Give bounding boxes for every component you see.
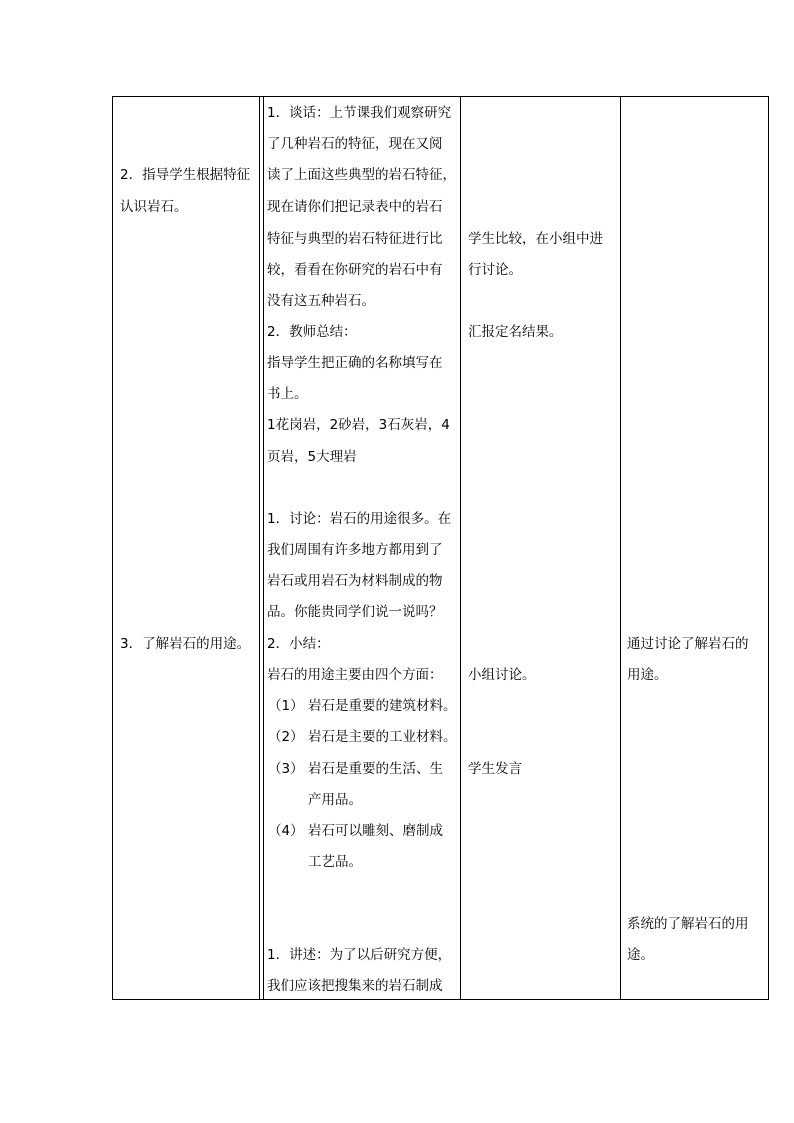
summary-line: 书上。 [267, 386, 308, 402]
student-speak-text: 学生发言 [468, 761, 522, 777]
rock-names-line: 1花岗岩，2砂岩，3石灰岩，4 [267, 417, 450, 433]
column-divider [460, 96, 461, 1000]
conclusion-title: 2．小结： [267, 636, 330, 652]
use-marker: （2） [268, 729, 304, 745]
conclusion-intro: 岩石的用途主要由四个方面： [267, 667, 443, 683]
column-divider [620, 96, 621, 1000]
discuss-line: 1．讨论：岩石的用途很多。在 [267, 511, 452, 527]
step2-line2: 认识岩石。 [120, 199, 188, 215]
purpose-line: 途。 [627, 947, 654, 963]
talk-line: 读了上面这些典型的岩石特征， [267, 167, 456, 183]
use-text: 产用品。 [308, 792, 362, 808]
lecture-line: 我们应该把搜集来的岩石制成 [267, 978, 443, 994]
purpose-line: 通过讨论了解岩石的 [627, 636, 749, 652]
use-text: 工艺品。 [308, 854, 362, 870]
talk-line: 了几种岩石的特征，现在又阅 [267, 136, 443, 152]
use-marker: （3） [268, 761, 304, 777]
purpose-line: 用途。 [627, 667, 668, 683]
lecture-line: 1．讲述：为了以后研究方便， [267, 947, 452, 963]
use-marker: （1） [268, 698, 304, 714]
discuss-line: 品。你能贵同学们说一说吗？ [267, 604, 443, 620]
discuss-line: 我们周围有许多地方都用到了 [267, 542, 443, 558]
discuss-line: 岩石或用岩石为材料制成的物 [267, 573, 443, 589]
talk-line: 现在请你们把记录表中的岩石 [267, 199, 443, 215]
summary-title: 2．教师总结： [267, 324, 357, 340]
column-divider [263, 96, 264, 1000]
use-marker: （4） [268, 823, 304, 839]
use-text: 岩石是主要的工业材料。 [308, 729, 457, 745]
use-text: 岩石可以雕刻、磨制成 [308, 823, 443, 839]
talk-line: 特征与典型的岩石特征进行比 [267, 231, 443, 247]
purpose-line: 系统的了解岩石的用 [627, 916, 749, 932]
rock-names-line: 页岩，5大理岩 [267, 449, 357, 465]
compare-line: 学生比较，在小组中进 [468, 231, 603, 247]
use-text: 岩石是重要的生活、生 [308, 761, 443, 777]
step2-line1: 2．指导学生根据特征 [120, 167, 251, 183]
report-text: 汇报定名结果。 [468, 324, 563, 340]
compare-line: 行讨论。 [468, 262, 522, 278]
step3-title: 3．了解岩石的用途。 [120, 636, 251, 652]
column-divider [259, 96, 260, 1000]
talk-line: 1．谈话：上节课我们观察研究 [267, 105, 452, 121]
talk-line: 没有这五种岩石。 [267, 293, 375, 309]
use-text: 岩石是重要的建筑材料。 [308, 698, 457, 714]
summary-line: 指导学生把正确的名称填写在 [267, 355, 443, 371]
group-discussion-text: 小组讨论。 [468, 667, 536, 683]
talk-line: 较，看看在你研究的岩石中有 [267, 262, 443, 278]
